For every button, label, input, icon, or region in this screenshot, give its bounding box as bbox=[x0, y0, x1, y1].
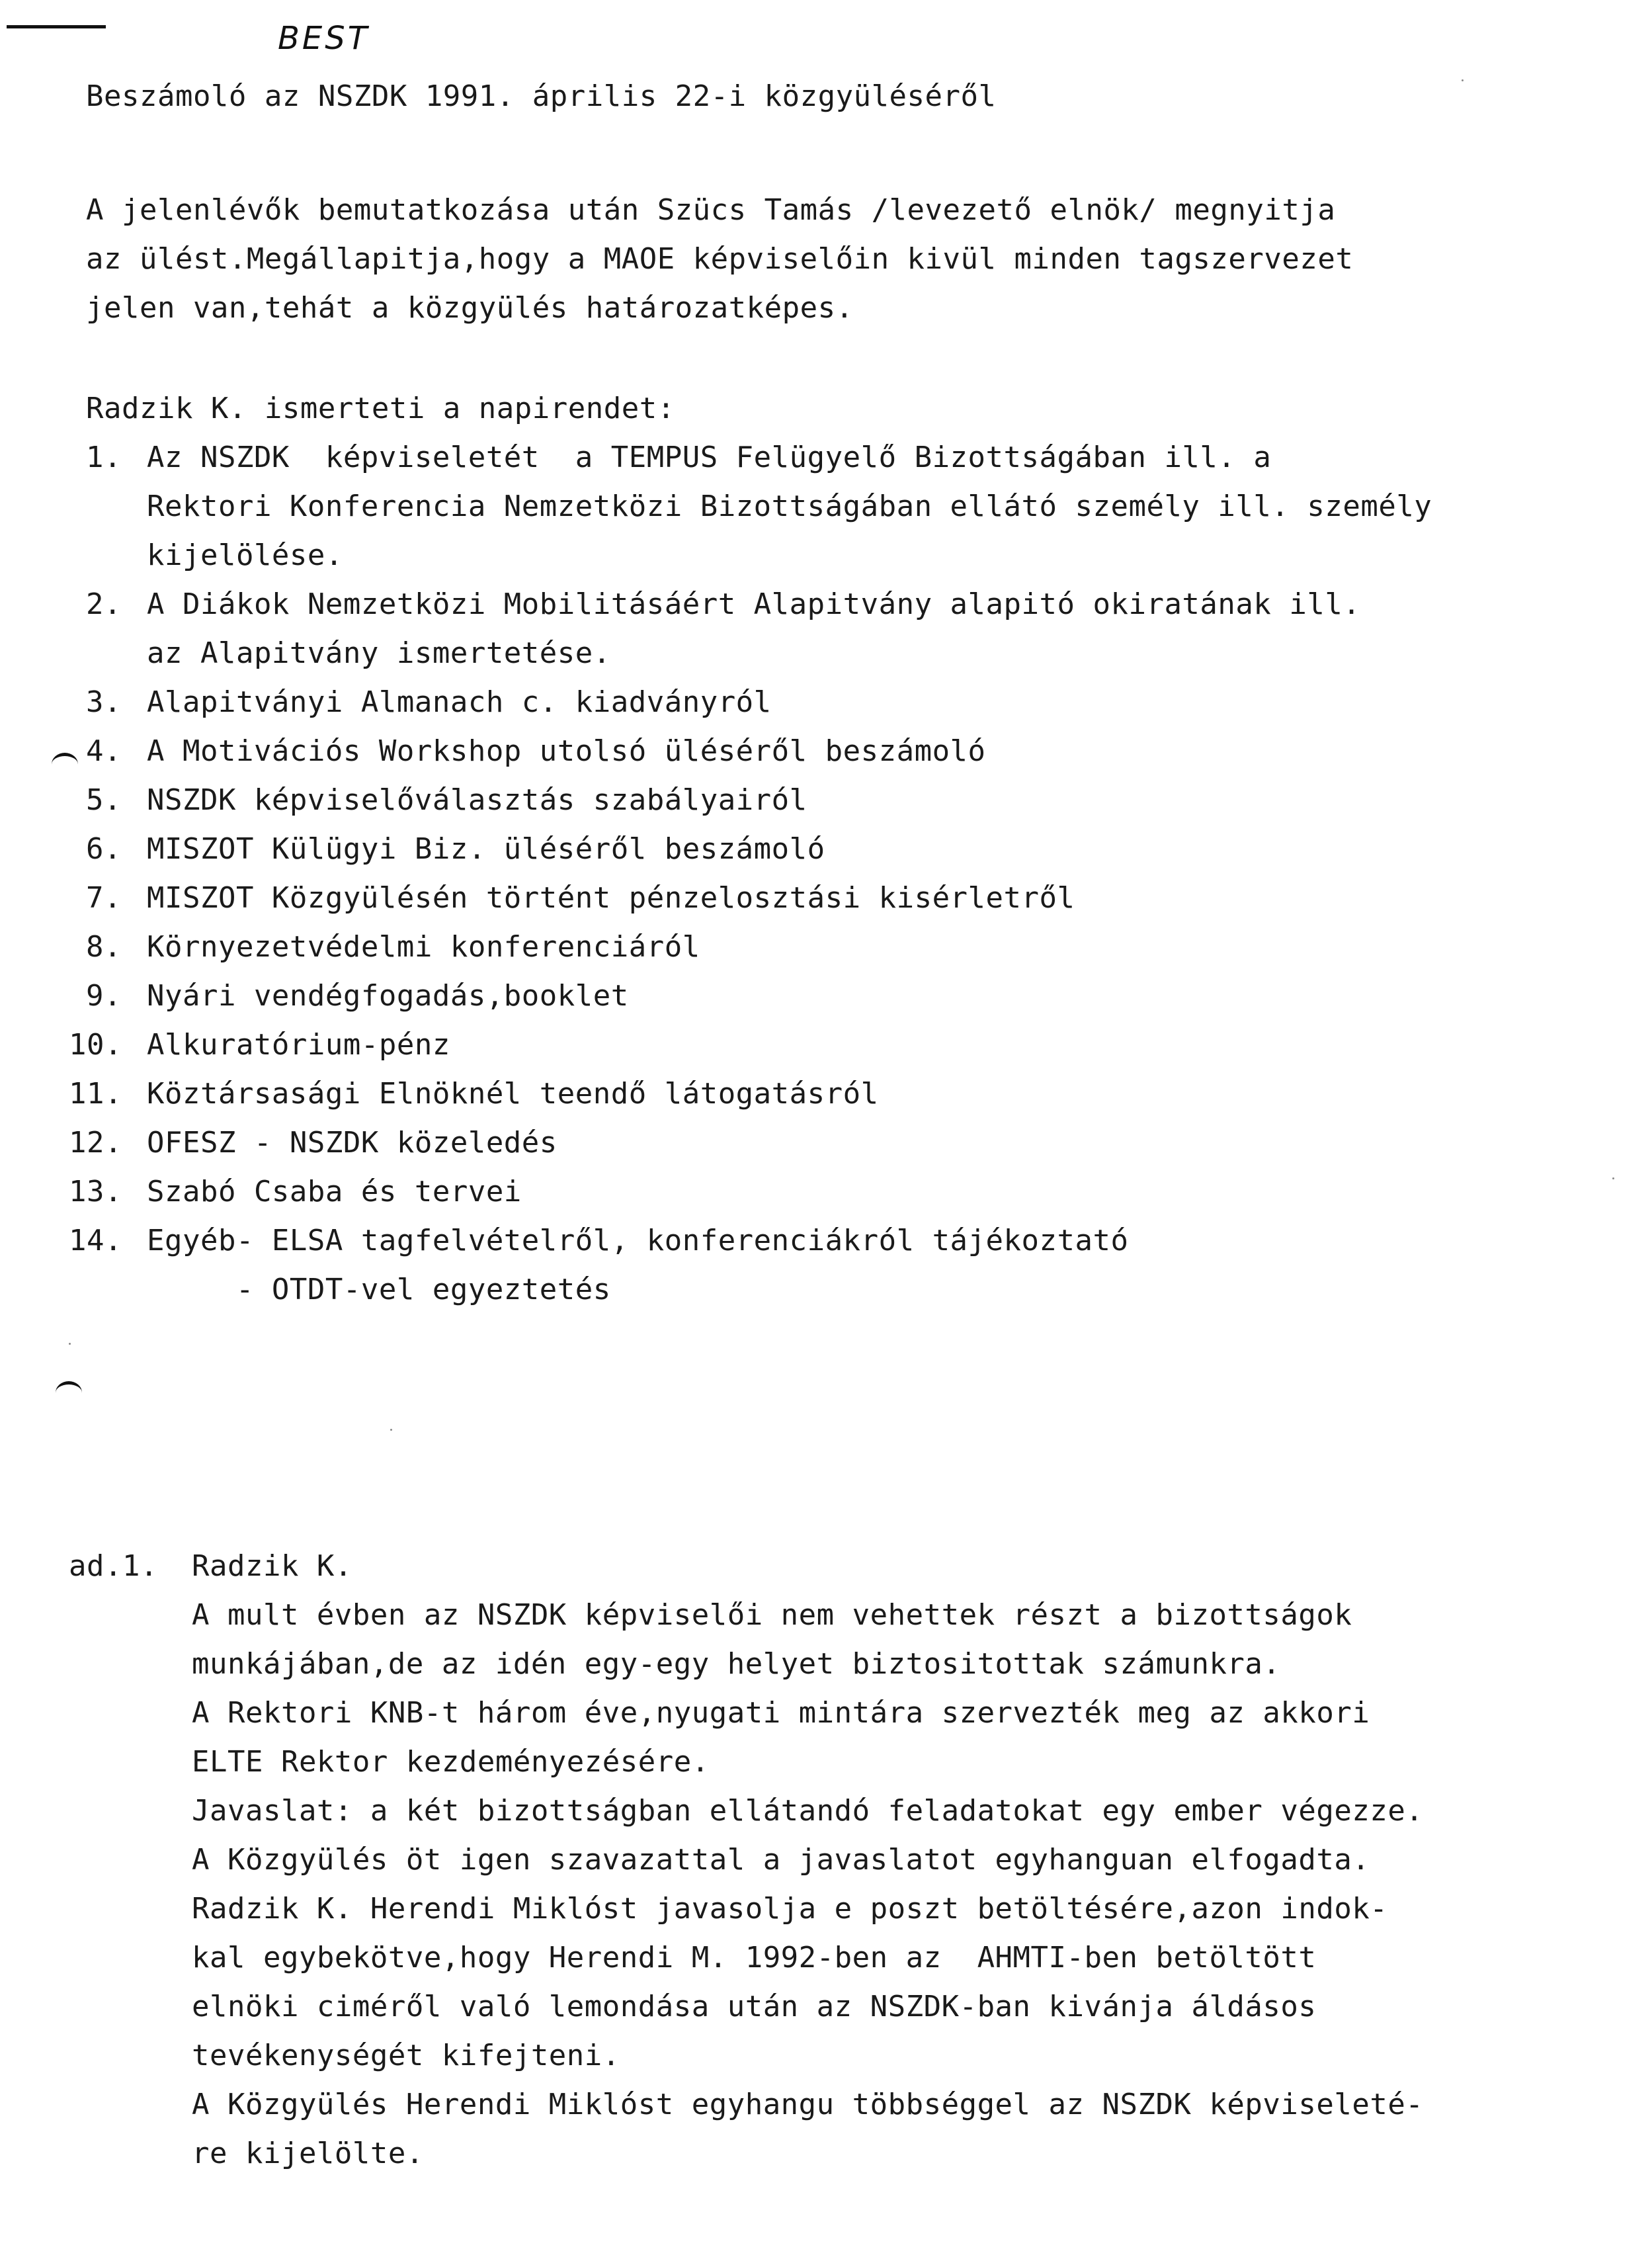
agenda-number: 2. bbox=[86, 587, 122, 621]
agenda-number: 13. bbox=[69, 1175, 122, 1209]
document-title: Beszámoló az NSZDK 1991. április 22-i közgyüléséről bbox=[86, 79, 997, 113]
agenda-number: 9. bbox=[86, 979, 122, 1013]
agenda-item-text: Alapitványi Almanach c. kiadványról bbox=[147, 685, 772, 719]
agenda-item-text: A Diákok Nemzetközi Mobilitásáért Alapitvány alapitó okiratának ill. bbox=[147, 587, 1361, 621]
handwritten-note: BEST bbox=[278, 20, 370, 57]
section-line: A Rektori KNB-t három éve,nyugati mintára szervezték meg az akkori bbox=[192, 1696, 1370, 1730]
section-line: Radzik K. Herendi Miklóst javasolja e poszt betöltésére,azon indok- bbox=[192, 1892, 1388, 1926]
speck bbox=[390, 1429, 392, 1431]
handwritten-mark bbox=[52, 753, 78, 776]
agenda-number: 6. bbox=[86, 832, 122, 866]
agenda-number: 3. bbox=[86, 685, 122, 719]
agenda-item-text: Alkuratórium-pénz bbox=[147, 1028, 450, 1062]
section-line: kal egybekötve,hogy Herendi M. 1992-ben az AHMTI-ben betöltött bbox=[192, 1941, 1317, 1975]
agenda-item-text: az Alapitvány ismertetése. bbox=[147, 636, 611, 670]
section-label: ad.1. bbox=[69, 1549, 158, 1583]
agenda-number: 4. bbox=[86, 734, 122, 768]
agenda-item-text: Környezetvédelmi konferenciáról bbox=[147, 930, 700, 964]
speck bbox=[69, 1343, 71, 1345]
agenda-item-text: NSZDK képviselőválasztás szabályairól bbox=[147, 783, 807, 817]
agenda-item-text: Nyári vendégfogadás,booklet bbox=[147, 979, 629, 1013]
agenda-item-text: Az NSZDK képviseletét a TEMPUS Felügyelő Bizottságában ill. a bbox=[147, 441, 1272, 474]
agenda-number: 11. bbox=[69, 1077, 122, 1111]
agenda-number: 1. bbox=[86, 441, 122, 474]
agenda-number: 14. bbox=[69, 1224, 122, 1257]
agenda-number: 5. bbox=[86, 783, 122, 817]
agenda-number: 12. bbox=[69, 1126, 122, 1160]
section-line: tevékenységét kifejteni. bbox=[192, 2039, 620, 2072]
handwritten-mark bbox=[56, 1381, 82, 1404]
agenda-item-text: Rektori Konferencia Nemzetközi Bizottságában ellátó személy ill. személy bbox=[147, 489, 1432, 523]
agenda-number: 10. bbox=[69, 1028, 122, 1062]
speck bbox=[1612, 1177, 1614, 1179]
intro-line: az ülést.Megállapitja,hogy a MAOE képviselőin kivül minden tagszervezet bbox=[86, 242, 1354, 276]
section-speaker: Radzik K. bbox=[192, 1549, 352, 1583]
agenda-item-text: kijelölése. bbox=[147, 538, 343, 572]
intro-line: jelen van,tehát a közgyülés határozatképes. bbox=[86, 291, 854, 325]
agenda-item-text: A Motivációs Workshop utolsó üléséről beszámoló bbox=[147, 734, 986, 768]
agenda-item-text: Egyéb- ELSA tagfelvételről, konferenciákról tájékoztató bbox=[147, 1224, 1129, 1257]
intro-line: A jelenlévők bemutatkozása után Szücs Tamás /levezető elnök/ megnyitja bbox=[86, 193, 1336, 227]
agenda-intro: Radzik K. ismerteti a napirendet: bbox=[86, 392, 675, 425]
section-line: A Közgyülés Herendi Miklóst egyhangu többséggel az NSZDK képviseleté- bbox=[192, 2088, 1424, 2121]
section-line: elnöki ciméről való lemondása után az NSZDK-ban kivánja áldásos bbox=[192, 1990, 1317, 2023]
agenda-item-text: OFESZ - NSZDK közeledés bbox=[147, 1126, 558, 1160]
speck bbox=[1462, 79, 1464, 81]
section-line: ELTE Rektor kezdeményezésére. bbox=[192, 1745, 710, 1779]
agenda-item-text: MISZOT Külügyi Biz. üléséről beszámoló bbox=[147, 832, 825, 866]
handwritten-dash bbox=[7, 25, 106, 28]
agenda-item-text: - OTDT-vel egyeztetés bbox=[147, 1273, 611, 1306]
agenda-number: 8. bbox=[86, 930, 122, 964]
agenda-item-text: Köztársasági Elnöknél teendő látogatásról bbox=[147, 1077, 879, 1111]
agenda-number: 7. bbox=[86, 881, 122, 915]
section-line: A Közgyülés öt igen szavazattal a javaslatot egyhanguan elfogadta. bbox=[192, 1843, 1370, 1877]
agenda-item-text: MISZOT Közgyülésén történt pénzelosztási kisérletről bbox=[147, 881, 1075, 915]
section-line: munkájában,de az idén egy-egy helyet biztositottak számunkra. bbox=[192, 1647, 1281, 1681]
section-line: A mult évben az NSZDK képviselői nem vehettek részt a bizottságok bbox=[192, 1598, 1352, 1632]
agenda-item-text: Szabó Csaba és tervei bbox=[147, 1175, 522, 1209]
section-line: re kijelölte. bbox=[192, 2137, 424, 2170]
section-line: Javaslat: a két bizottságban ellátandó feladatokat egy ember végezze. bbox=[192, 1794, 1424, 1828]
